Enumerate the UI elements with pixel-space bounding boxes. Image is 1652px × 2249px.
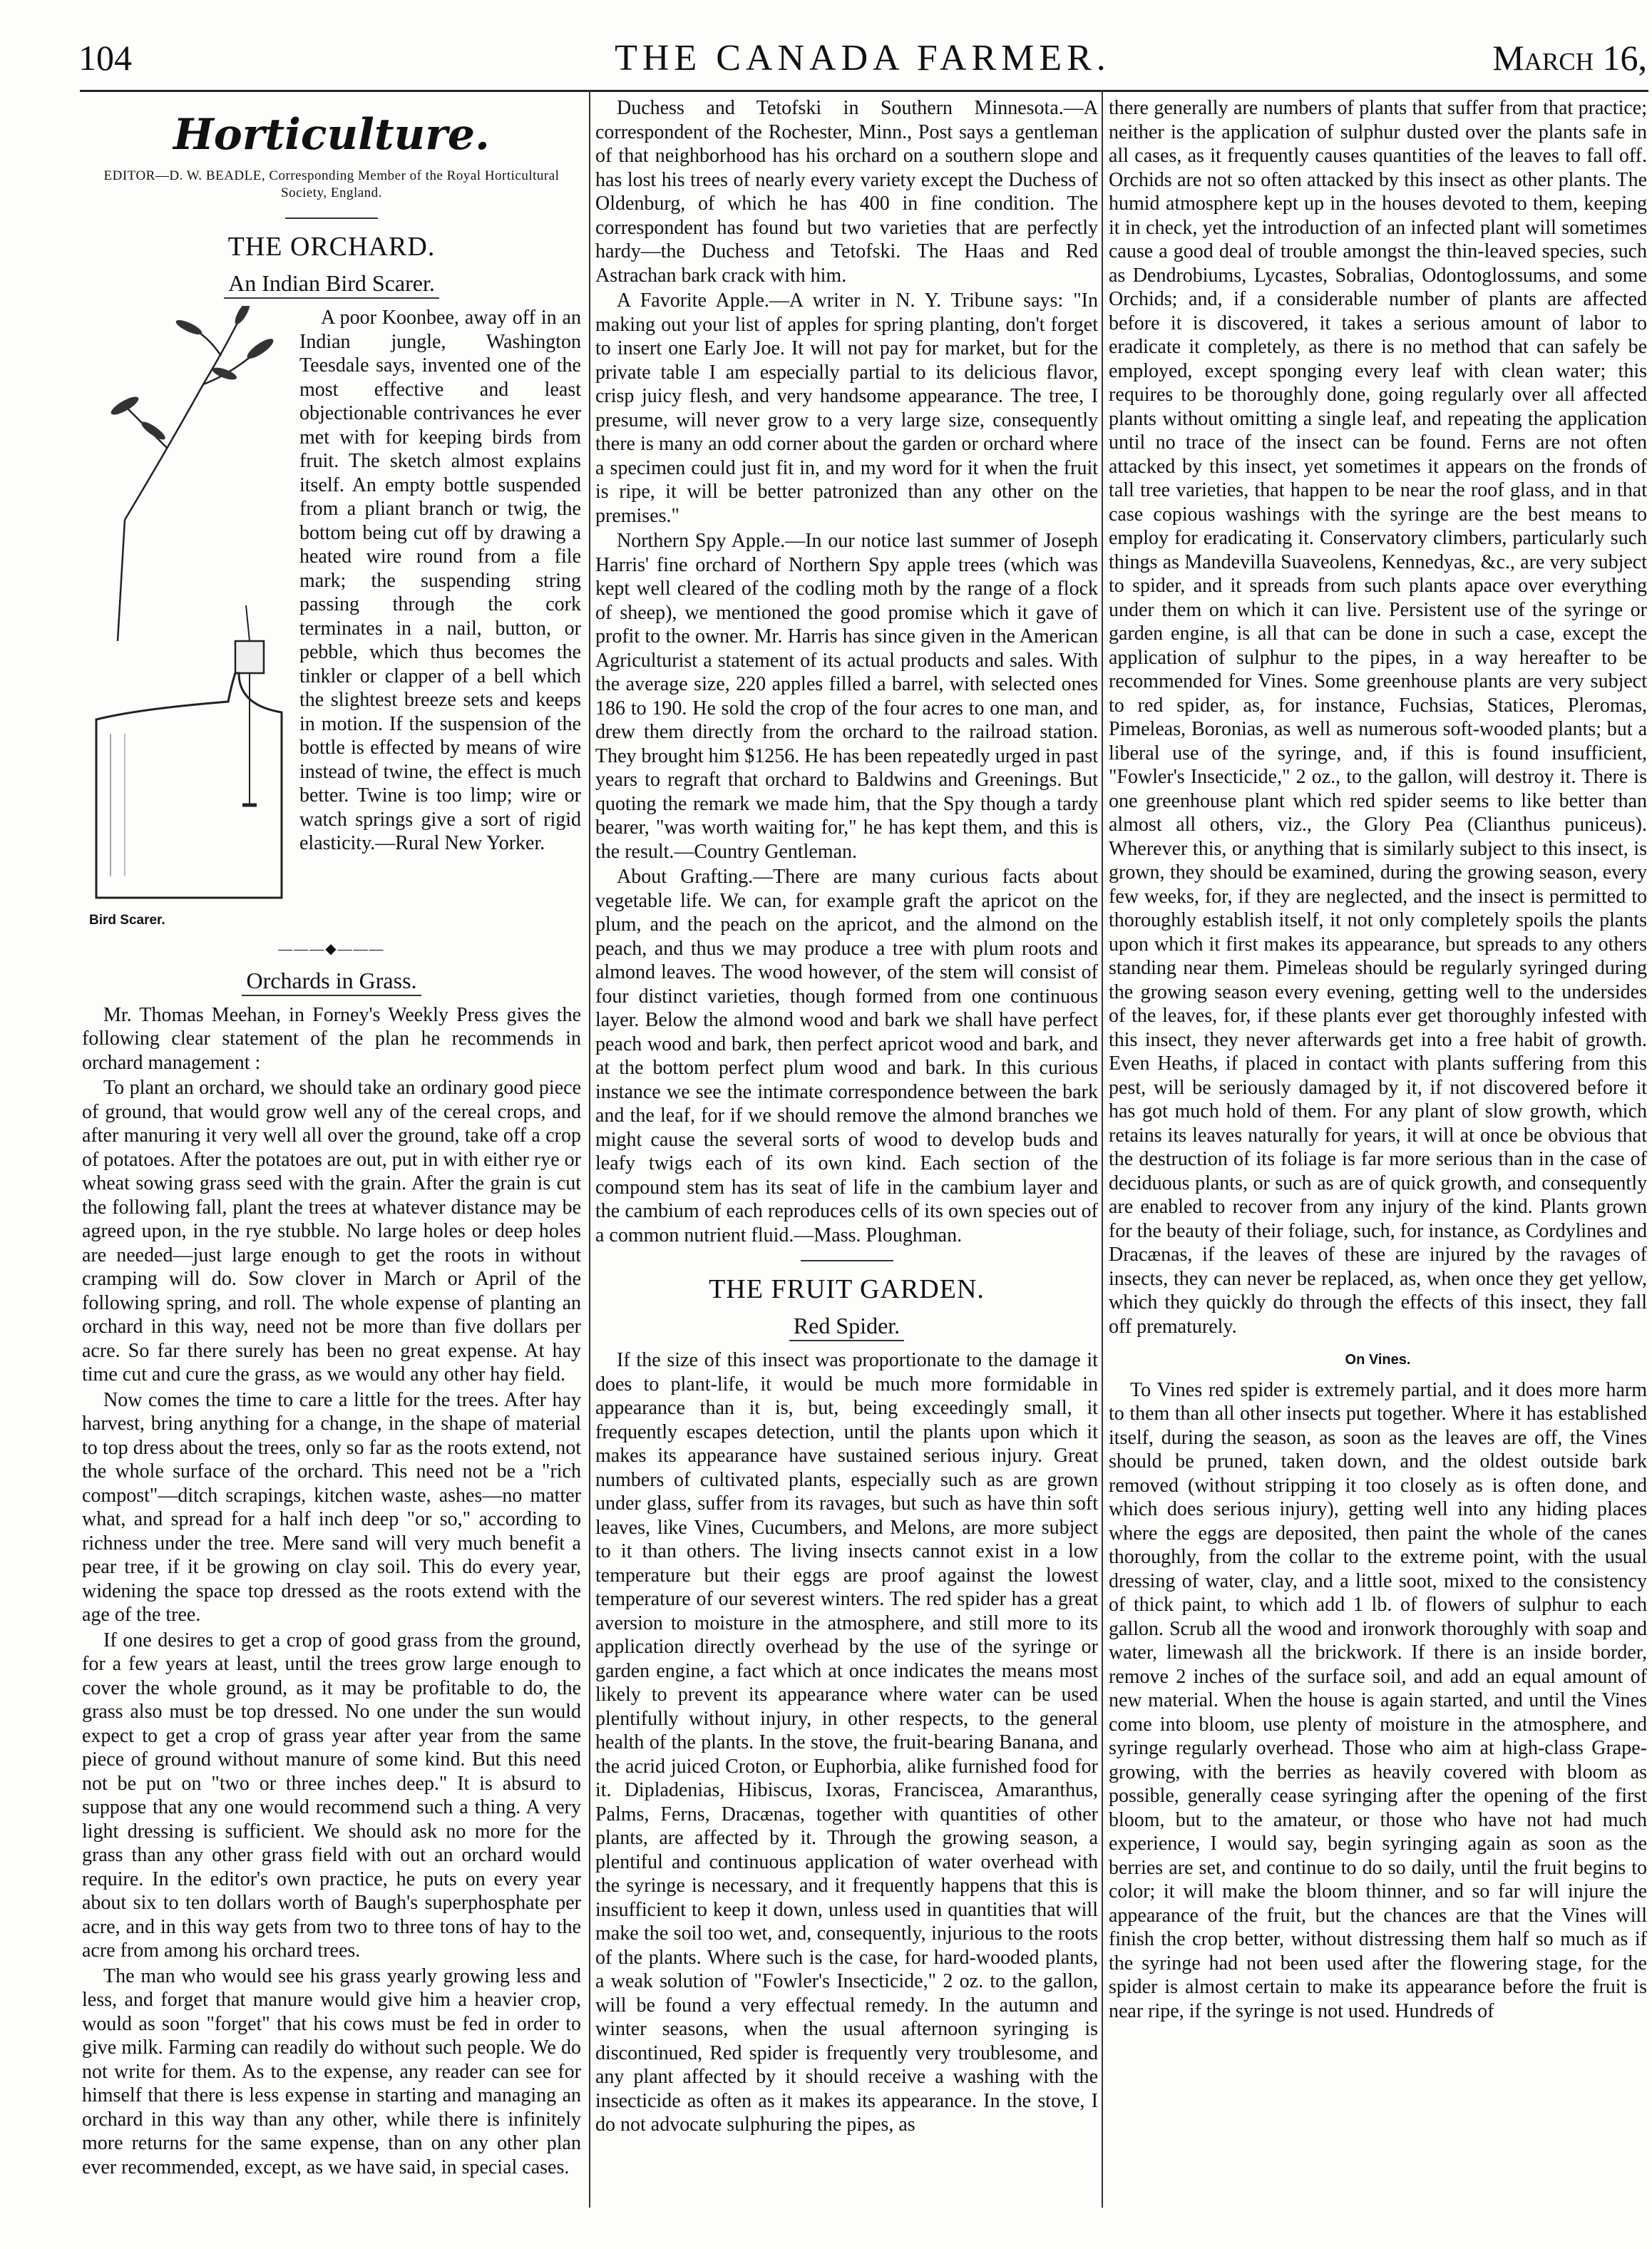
divider bbox=[801, 1260, 893, 1261]
paragraph: Northern Spy Apple.—In our notice last summer of Joseph Harris' fine orchard of Northern Spy apple trees (which was kept well cleared of the codling moth by the range of a flock of sheep), we mentioned the good promise which it gave of profit to the owner. Mr. Harris has since given in the American Agriculturist a statement of its actual products and sales. With the average size, 220 apples filled a barrel, with selected ones 186 to 190. He sold the crop of the four acres to one man, and drew them directly from the orchard to the railroad station. They brought him $1256. He has been repeatedly urged in past years to regraft that orchard to Baldwins and Greenings. But quoting the remark we made him, that the Spy though a tardy bearer, "was worth waiting for," he has kept them, and this is the result.—Country Gentleman. bbox=[595, 530, 1098, 863]
editor-line: EDITOR—D. W. BEADLE, Corresponding Member of the Royal Horticultural Society, England. bbox=[103, 168, 560, 200]
paragraph: Mr. Thomas Meehan, in Forney's Weekly Press gives the following clear statement of the plan he recommends in orchard management : bbox=[82, 1003, 581, 1074]
paragraph: About Grafting.—There are many curious facts about vegetable life. We can, for example graft the apricot on the plum, and the peach on the apricot, and the almond on the peach, and thus we may produce a tree with plum roots and almond leaves. The wood however, of the stem will consist of four distinct varieties, though formed from one continuous layer. Below the almond wood and bark we shall have perfect peach wood and bark, then perfect apricot wood and bark, and at the bottom perfect plum wood and bark. In this curious instance we see the intimate correspondence between the bark and the leaf, for if we should remove the almond branches we might cause the several sorts of wood to develop buds and leafy twigs each of its own kind. Each section of the compound stem has its seat of life in the cambium layer and the cambium of each reproduces cells of its own species out of a common nutrient fluid.—Mass. Ploughman. bbox=[595, 866, 1098, 1246]
masthead bbox=[78, 37, 1647, 88]
masthead-rule bbox=[80, 90, 1648, 92]
newspaper-title: THE CANADA FARMER. bbox=[615, 38, 1111, 78]
article-heading-text: An Indian Bird Scarer. bbox=[224, 269, 439, 299]
column-2 bbox=[595, 96, 1098, 2207]
article-heading: On Vines. bbox=[1345, 1352, 1411, 1368]
paragraph: there generally are numbers of plants that suffer from that practice; neither is the application of sulphur dusted over the plants safe in all cases, as it frequently causes quantities of the leaves to fall off. Orchids are not so often attacked by this insect as other plants. The humid atmosphere kept up in the houses devoted to them, keeping it in check, yet the introduction of an infected plant will sometimes cause a good deal of trouble amongst the thin-leaved species, such as Dendrobiums, Lycastes, Sobralias, Odontoglossums, and some Orchids; and, if a considerable number of plants are affected before it is discovered, it takes a serious amount of labor to eradicate it completely, as there is no method that can safely be employed, except sponging every leaf with clean water; this requires to be thoroughly done, going regularly over all affected plants without omitting a single leaf, and repeating the application until no trace of the insect can be found. Ferns are not often attacked by this insect, yet sometimes it appears on the fronds of tall tree varieties, that happen to be near the roof glass, and in that case copious washings with the syringe are the best means to employ for eradicating it. Conservatory climbers, particularly such things as Mandevilla Suaveolens, Kennedyas, &c., are very subject to spider, and it spreads from such plants apace over everything under them on which it can live. Persistent use of the syringe or garden engine, is all that can be done in such a case, except the application of sulphur to the pipes, in a way hereafter to be recommended for Vines. Some greenhouse plants are very subject to red spider, as, for instance, Fuchsias, Statices, Pleromas, Pimeleas, Boronias, as well as numerous soft-wooded plants; but a liberal use of the syringe, and, if this is found insufficient, "Fowler's Insecticide," 2 oz., to the gallon, will destroy it. There is one greenhouse plant which red spider seems to like better than almost all others, viz., the Glory Pea (Clianthus puniceus). Wherever this, or anything that is similarly subject to this insect, is grown, they should be examined, during the growing season, every few weeks, for, if they are neglected, and the insect is permitted to thoroughly establish itself, it not only completely spoils the plants upon which it first makes its appearance, but spreads to any others standing near them. Pimeleas should be regularly syringed during the growing season every evening, getting well to the undersides of the leaves, for, if these plants ever get thoroughly infested with this insect, they never afterwards get into a free habit of growth. Even Heaths, if placed in contact with plants suffering from this pest, will be seriously damaged by it, if not discovered before it has got much hold of them. For any plant of slow growth, which retains its leaves naturally for years, it will at once be obvious that the destruction of its foliage is far more serious than in the case of deciduous plants, or such as are of quick growth, and consequently are enabled to recover from any injury of the kind. Plants grown for the beauty of their foliage, such, for instance, as Cordylines and Dracænas, if the leaves of these are injured by the ravages of insects, they can never be replaced, as, when once they get yellow, which they quickly do through the effects of this insect, they fall off prematurely. bbox=[1109, 97, 1647, 1338]
bird-scarer-illustration bbox=[82, 306, 289, 905]
column-1 bbox=[82, 96, 581, 2207]
article-heading bbox=[82, 269, 581, 299]
column-divider bbox=[589, 90, 590, 2208]
issue-date: March 16, bbox=[1492, 38, 1647, 78]
paragraph: If the size of this insect was proportionate to the damage it does to plant-life, it would be much more formidable in appearance than it is, but, being exceedingly small, it frequently escapes detection, until the plants upon which it makes its appearance have sustained serious injury. Great numbers of cultivated plants, especially such as are grown under glass, suffer from its ravages, but such as have thin soft leaves, like Vines, Cucumbers, and Melons, are more subject to it than others. The living insects cannot exist in a low temperature but their eggs are proof against the lowest temperature of our severest winters. The red spider has a great aversion to moisture in the atmosphere, and still more to its application directly overhead by the use of the syringe or garden engine, a fact which at once indicates the means most likely to prevent its appearance where water can be used plentifully without injury, in other respects, to the general health of the plants. In the stove, the fruit-bearing Banana, and the acrid juiced Croton, or Euphorbia, alike furnished food for it. Dipladenias, Hibiscus, Ixoras, Franciscea, Amaranthus, Palms, Ferns, Dracænas, together with quantities of other plants, are affected by it. Through the growing season, a plentiful and continuous application of water overhead with the syringe is necessary, and it frequently happens that this is insufficient to keep it down, unless used in quantities that will make the soil too wet, and, consequently, injurious to the roots of the plants. Where such is the case, for hard-wooded plants, a weak solution of "Fowler's Insecticide," 2 oz. to the gallon, will be found a very effectual remedy. In the autumn and winter seasons, when the usual afternoon syringing is discontinued, Red spider is frequently very troublesome, and any plant affected by it should receive a washing with the insecticide as often as it makes its appearance. In the stove, I do not advocate sulphuring the pipes, as bbox=[595, 1349, 1098, 2136]
paragraph: The man who would see his grass yearly growing less and less, and forget that manure would give him a heavier crop, would as soon "forget" that his cows must be fed in order to give milk. Farming can readily do without such people. We do not write for them. As to the expense, any reader can see for himself that there is less expense in starting and managing an orchard in this way than any other, while there is infinitely more returns for the same expense, than on any other plan ever recommended, except, as we have said, in special cases. bbox=[82, 1964, 581, 2178]
paragraph: A Favorite Apple.—A writer in N. Y. Tribune says: "In making out your list of apples for spring planting, don't forget to insert one Early Joe. It will not pay for market, but for the private table I am especially partial to its delicious flavor, crisp juicy flesh, and very handsome appearance. The tree, I presume, will never grow to a very large size, consequently there is many an odd corner about the garden or orchard where a specimen could just fit in, and my word for it when the fruit is ripe, it will be better patronized than any other on the premises." bbox=[595, 290, 1098, 527]
article-heading bbox=[82, 966, 581, 996]
divider bbox=[285, 217, 378, 219]
article-heading bbox=[595, 1311, 1098, 1341]
page-number: 104 bbox=[78, 38, 132, 78]
bird-scarer-text bbox=[299, 306, 581, 856]
ornamental-divider: ———◆——— bbox=[278, 941, 385, 957]
article-heading-text: Orchards in Grass. bbox=[242, 966, 421, 996]
department-heading: Horticulture. bbox=[173, 110, 490, 160]
paragraph: Now comes the time to care a little for the trees. After hay harvest, bring anything for a change, in the shape of material to top dress about the trees, only so far as the roots extend, not the whole surface of the orchard. This need not be a "rich compost"—ditch scrapings, kitchen waste, ashes—no matter what, and spread for a half inch deep "or so," according to richness under the tree. Mere sand will very much benefit a pear tree, if it be growing on clay soil. This do every year, widening the space top dressed as the roots extend with the age of the tree. bbox=[82, 1388, 581, 1626]
article-heading-text: Red Spider. bbox=[789, 1311, 904, 1341]
paragraph: Duchess and Tetofski in Southern Minnesota.—A correspondent of the Rochester, Minn., Post says a gentleman of that neighborhood has his orchard on a southern slope and has lost his trees of nearly every variety except the Duchess of Oldenburg, of which he has 400 in fine condition. The correspondent has found but two varieties that are perfectly hardy—the Duchess and Tetofski. The Haas and Red Astrachan bark crack with him. bbox=[595, 97, 1098, 287]
figure-caption: Bird Scarer. bbox=[89, 913, 165, 928]
paragraph: A poor Koonbee, away off in an Indian jungle, Washington Teesdale says, invented one of the most effective and least objectionable contrivances he ever met with for keeping birds from fruit. The sketch almost explains itself. An empty bottle suspended from a pliant branch or twig, the bottom being cut off by drawing a heated wire round from a file mark; the suspending string passing through the cork terminates in a nail, button, or pebble, which thus becomes the tinkler or clapper of a bell which the slightest breeze sets and keeps in motion. If the suspension of the bottle is effected by means of wire instead of twine, the effect is much better. Twine is too limp; wire or watch springs give a sort of rigid elasticity.—Rural New Yorker. bbox=[299, 307, 581, 854]
paragraph: If one desires to get a crop of good grass from the ground, for a few years at least, until the trees grow large enough to cover the whole ground, as it may be profitable to do, the grass also must be top dressed. No one under the sun would expect to get a crop of grass year after year from the same piece of ground without manure of some kind. But this need not be put on "two or three inches deep." It is absurd to suppose that any one would recommend such a thing. A very light dressing is sufficient. We should ask no more for the grass than any other grass field with out an orchard would require. In the editor's own practice, he puts on every year about six to ten dollars worth of Baugh's superphosphate per acre, and in this way gets from two to three tons of hay to the acre from among his orchard trees. bbox=[82, 1629, 581, 1962]
bird-scarer-article bbox=[82, 306, 581, 933]
column-divider bbox=[1102, 90, 1103, 2208]
column-3 bbox=[1109, 96, 1647, 2207]
section-heading-orchard: THE ORCHARD. bbox=[227, 232, 436, 262]
section-heading-fruit-garden: THE FRUIT GARDEN. bbox=[709, 1274, 985, 1304]
paragraph: To Vines red spider is extremely partial, and it does more harm to them than all other insects put together. Where it has established itself, during the season, as soon as the leaves are off, the Vines should be pruned, taken down, and the oldest outside bark removed (without stripping it too closely as is often done, and which does serious injury), getting well into any hiding places where the eggs are deposited, then paint the whole of the canes thoroughly, from the collar to the extreme point, with the usual dressing of water, clay, and a little soot, mixed to the consistency of thick paint, to which add 1 lb. of flowers of sulphur to each gallon. Scrub all the wood and ironwork thoroughly with soap and water, limewash all the brickwork. If there is an inside border, remove 2 inches of the surface soil, and add an equal amount of new material. When the house is again started, and until the Vines come into bloom, use plenty of moisture in the atmosphere, and syringe regularly overhead. Those who aim at high-class Grape-growing, with the berries as heavily covered with bloom as possible, generally cease syringing after the opening of the first bloom, but to the amateur, or those who have not had much experience, I would say, begin syringing again as soon as the berries are set, and continue to do so daily, until the fruit begins to color; it will make the bloom thinner, and so far will injure the appearance of the fruit, but the chances are that the Vines will finish the crop better, without distressing them half so much as if the syringe had not been used after the flowering stage, for the spider is almost certain to make its appearance before the fruit is near ripe, if the syringe is not used. Hundreds of bbox=[1109, 1378, 1647, 2022]
paragraph: To plant an orchard, we should take an ordinary good piece of ground, that would grow well any of the cereal crops, and after manuring it very well all over the ground, take off a crop of potatoes. After the potatoes are out, put in with either rye or wheat sowing grass seed with the grain. After the grain is cut the following fall, plant the trees at whatever distance may be agreed upon, in the rye stubble. No large holes or deep holes are needed—just large enough to get the roots in without cramping will do. Sow clover in March or April of the following spring, and roll. The whole expense of planting an orchard in this way, need not be more than five dollars per acre. So far there surely has been no great expense. At hay time cut and cure the grass, as we would any other hay field. bbox=[82, 1077, 581, 1385]
